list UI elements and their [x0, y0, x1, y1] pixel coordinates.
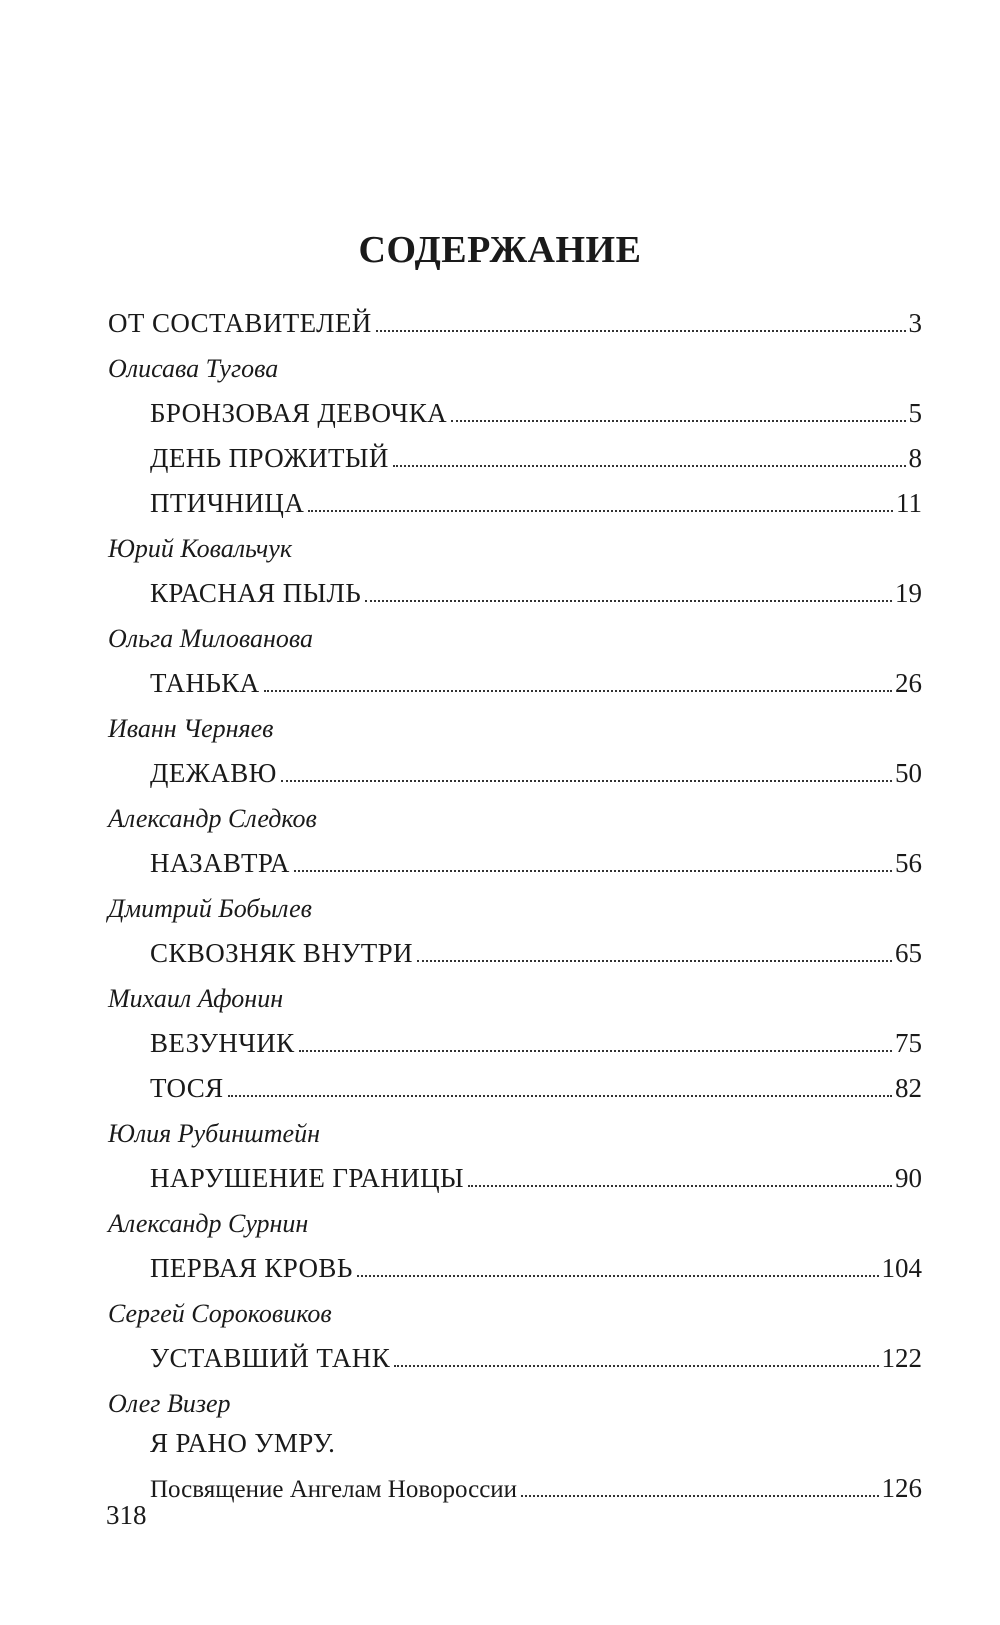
table-of-contents: [108, 298, 922, 1508]
dot-leader: [264, 690, 892, 692]
toc-entry: [108, 748, 922, 793]
toc-author: Олег Визер: [108, 1389, 231, 1418]
toc-entry-title: ДЕНЬ ПРОЖИТЫЙ: [150, 443, 389, 473]
dot-leader: [308, 510, 893, 512]
dot-leader: [376, 330, 906, 332]
toc-entry-title: НАРУШЕНИЕ ГРАНИЦЫ: [150, 1163, 464, 1193]
dot-leader: [468, 1185, 892, 1187]
toc-entry-page: 8: [908, 443, 922, 473]
toc-entry: [108, 1333, 922, 1378]
dot-leader: [521, 1495, 878, 1497]
toc-entry: [108, 658, 922, 703]
dot-leader: [299, 1050, 892, 1052]
toc-entry-page: 56: [895, 848, 922, 878]
dot-leader: [417, 960, 892, 962]
toc-author: Александр Следков: [108, 804, 317, 833]
toc-entry: [108, 1063, 922, 1108]
toc-entry: [108, 1018, 922, 1063]
toc-entry-title: ПТИЧНИЦА: [150, 488, 305, 518]
dot-leader: [228, 1095, 892, 1097]
toc-entry-page: 11: [896, 488, 922, 518]
toc-entry-page: 122: [881, 1343, 922, 1373]
toc-author: Сергей Сороковиков: [108, 1299, 332, 1328]
toc-entry-title: ПЕРВАЯ КРОВЬ: [150, 1253, 353, 1283]
toc-author: Юрий Ковальчук: [108, 534, 293, 563]
dot-leader: [394, 1365, 878, 1367]
toc-entry-page: 75: [895, 1028, 922, 1058]
toc-entry-subtitle: Посвящение Ангелам Новороссии: [150, 1476, 518, 1503]
toc-entry-intro: [108, 298, 922, 343]
toc-entry-page: 50: [895, 758, 922, 788]
toc-author: Александр Сурнин: [108, 1209, 309, 1238]
toc-entry: [108, 1243, 922, 1288]
toc-entry-title: ТАНЬКА: [150, 668, 260, 698]
toc-entry: [108, 388, 922, 433]
toc-entry-title: ВЕЗУНЧИК: [150, 1028, 295, 1058]
toc-entry-title: УСТАВШИЙ ТАНК: [150, 1343, 391, 1373]
toc-entry-page: 26: [895, 668, 922, 698]
toc-author: Олисава Тугова: [108, 354, 279, 383]
toc-entry: [108, 478, 922, 523]
dot-leader: [357, 1275, 879, 1277]
dot-leader: [281, 780, 892, 782]
dot-leader: [393, 465, 906, 467]
toc-entry-page: 19: [895, 578, 922, 608]
toc-entry: [108, 568, 922, 613]
toc-entry-title: КРАСНАЯ ПЫЛЬ: [150, 578, 362, 608]
toc-entry-page: 5: [908, 398, 922, 428]
toc-author: Михаил Афонин: [108, 984, 284, 1013]
toc-entry: [108, 838, 922, 883]
toc-author: Иванн Черняев: [108, 714, 274, 743]
toc-entry-page: 3: [908, 308, 922, 338]
toc-entry-title: ДЕЖАВЮ: [150, 758, 277, 788]
toc-entry-page: 65: [895, 938, 922, 968]
toc-author: Ольга Милованова: [108, 624, 314, 653]
dot-leader: [451, 420, 905, 422]
toc-entry: [108, 928, 922, 973]
toc-entry: [108, 433, 922, 478]
dot-leader: [365, 600, 892, 602]
toc-entry-title: БРОНЗОВАЯ ДЕВОЧКА: [150, 398, 448, 428]
page-title: СОДЕРЖАНИЕ: [358, 229, 642, 271]
toc-author: Юлия Рубинштейн: [108, 1119, 320, 1148]
toc-entry-title: СКВОЗНЯК ВНУТРИ: [150, 938, 413, 968]
toc-entry-title: ОТ СОСТАВИТЕЛЕЙ: [108, 308, 372, 338]
toc-entry: [108, 1153, 922, 1198]
toc-entry-page: 126: [881, 1473, 922, 1503]
toc-entry-title: Я РАНО УМРУ.: [150, 1428, 336, 1458]
toc-entry-title-line: [108, 1423, 922, 1463]
toc-entry-title: ТОСЯ: [150, 1073, 224, 1103]
toc-entry-title: НАЗАВТРА: [150, 848, 290, 878]
toc-entry: [108, 1463, 922, 1508]
toc-entry-page: 90: [895, 1163, 922, 1193]
toc-entry-page: 82: [895, 1073, 922, 1103]
dot-leader: [294, 870, 892, 872]
toc-author: Дмитрий Бобылев: [108, 894, 312, 923]
toc-entry-page: 104: [881, 1253, 922, 1283]
page-number: 318: [106, 1500, 147, 1530]
